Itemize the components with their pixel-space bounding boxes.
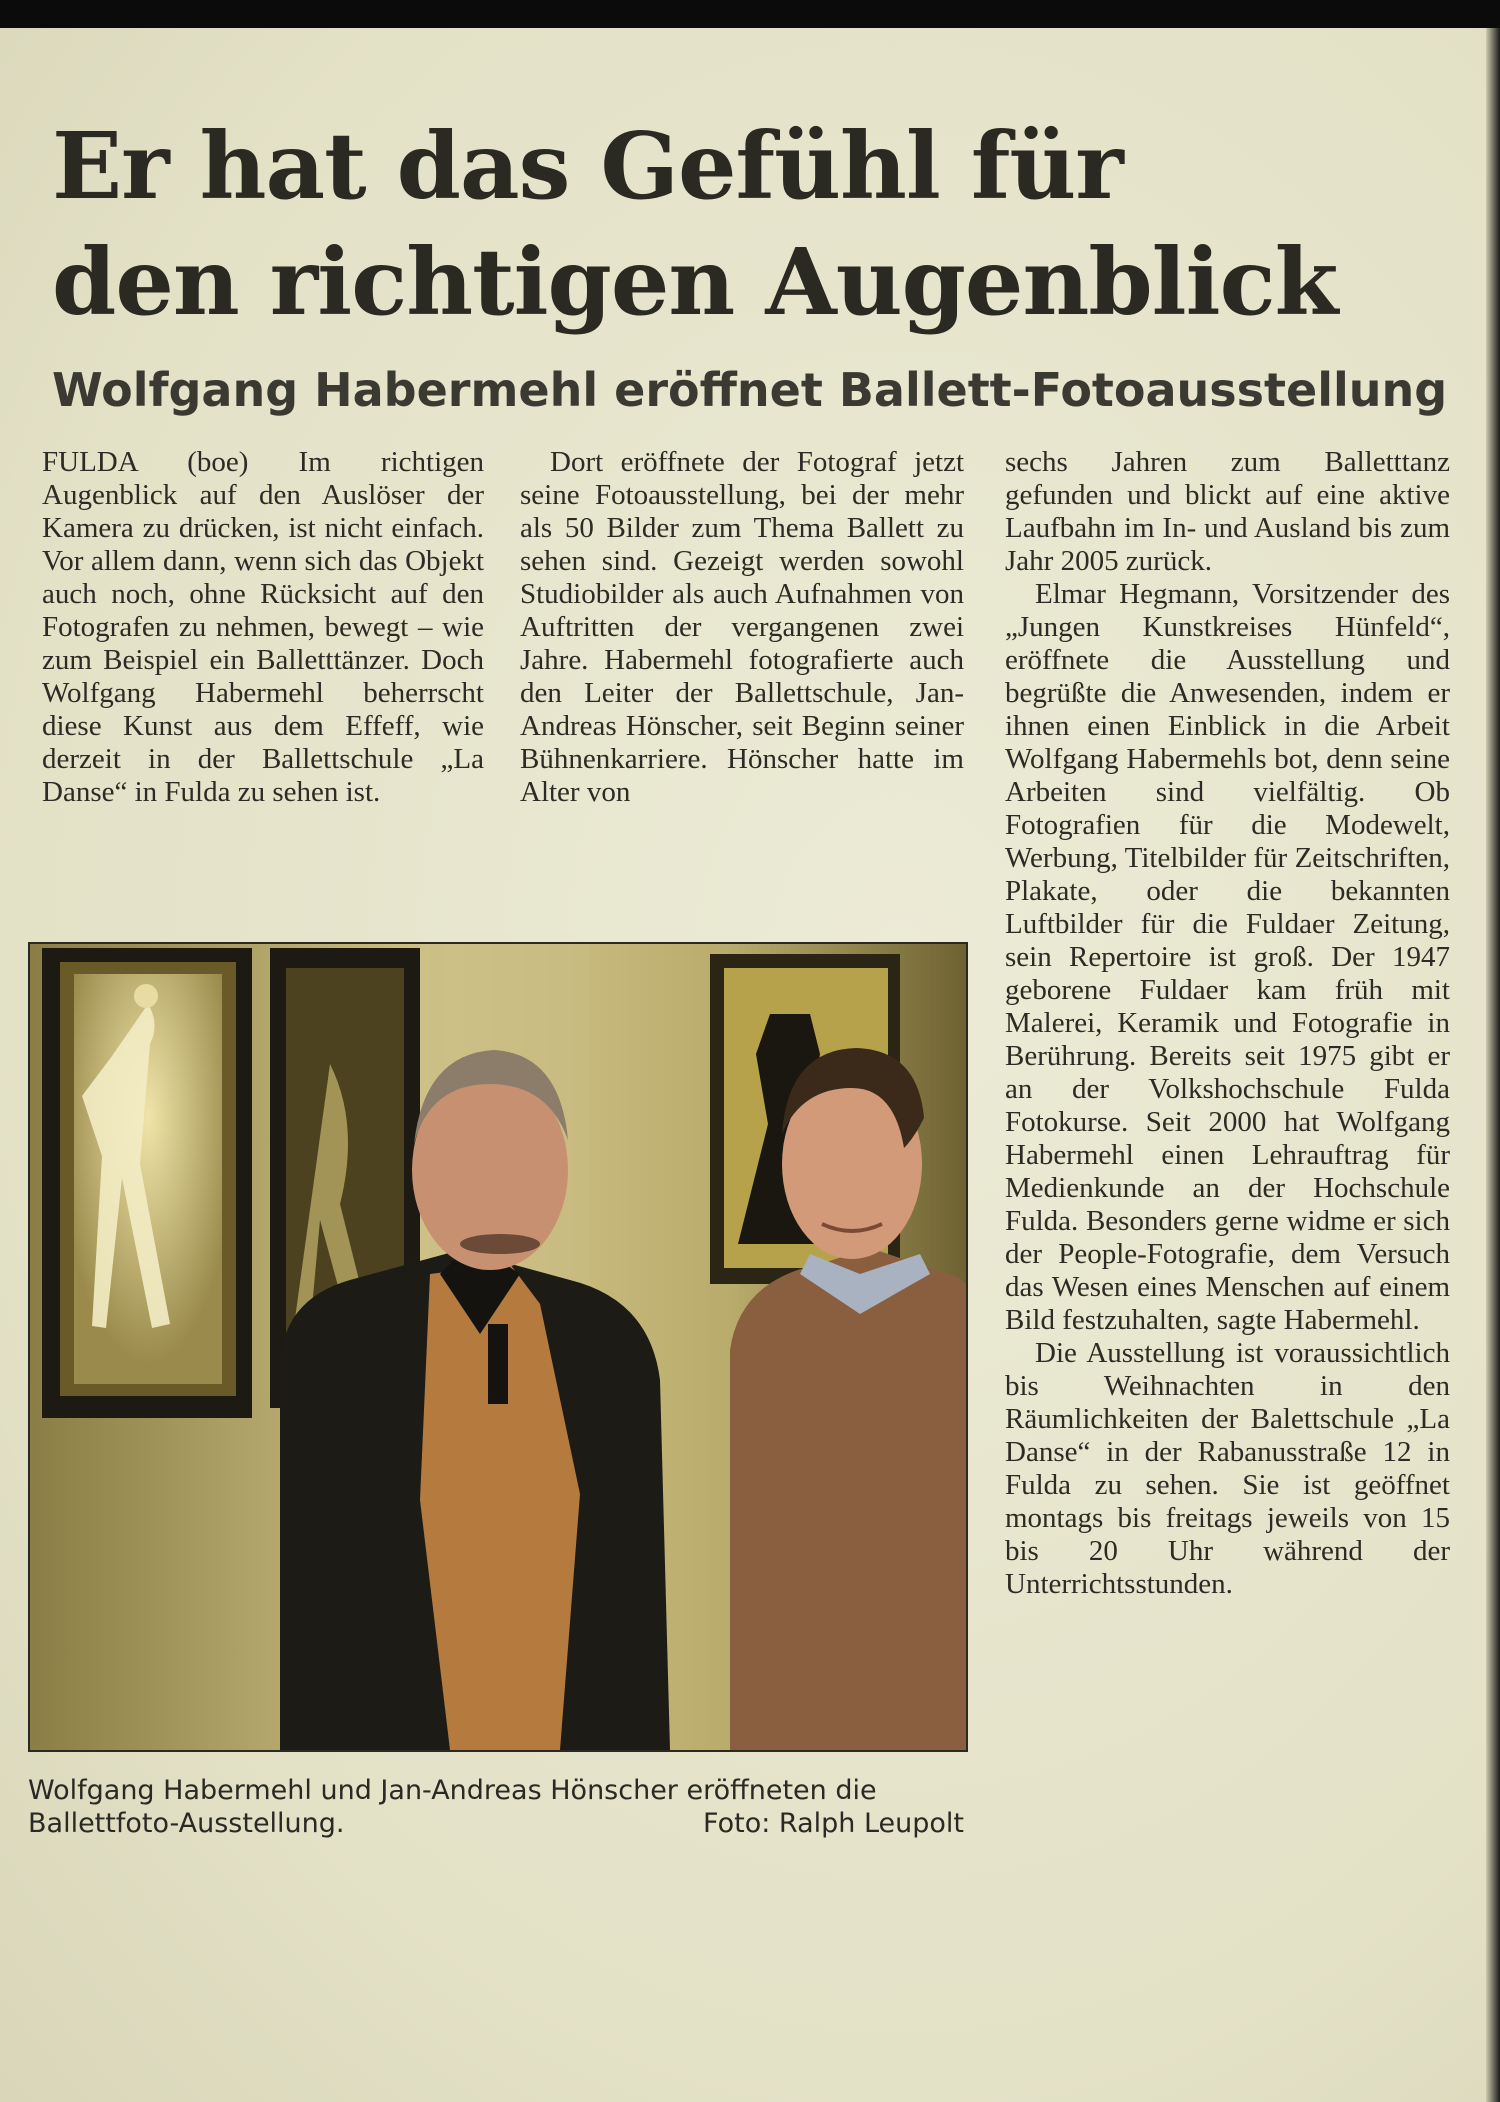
headline-line-2: den richtigen Augenblick (52, 228, 1338, 336)
subheadline: Wolfgang Habermehl eröffnet Ballett-Fotoausstellung (52, 363, 1448, 417)
headline-line-1: Er hat das Gefühl für (52, 112, 1123, 220)
article-paragraph-hegmann: Elmar Hegmann, Vorsitzender des „Jungen Kunstkreises Hünfeld“, eröffnete die Ausstellung und begrüßte die Anwesenden, indem er ihnen einen Einblick in die Arbeit Wolfgang Habermehls bot, denn seine Arbeiten sind vielfältig. Ob Fotografien für die Modewelt, Werbung, Titelbilder für Zeitschriften, Plakate, oder die bekannten Luftbilder für die Fuldaer Zeitung, sein Repertoire ist groß. Der 1947 geborene Fuldaer kam früh mit Malerei, Keramik und Fotografie in Berührung. Bereits seit 1975 gibt er an der Volkshochschule Fulda Fotokurse. Seit 2000 hat Wolfgang Habermehl einen Lehrauftrag für Medienkunde an der Hochschule Fulda. Besonders gerne widme er sich der People-Fotografie, dem Versuch das Wesen eines Menschen auf einem Bild festzuhalten, sagte Habermehl. (1005, 578, 1450, 1336)
article-column-3 (1005, 446, 1450, 1601)
photo-caption: Wolfgang Habermehl und Jan-Andreas Hönscher eröffneten die Ballettfoto-Ausstellung. (28, 1775, 877, 1839)
article-column-1: FULDA (boe) Im richtigen Augenblick auf den Auslöser der Kamera zu drücken, ist nicht einfach. Vor allem dann, wenn sich das Objekt auch noch, ohne Rücksicht auf den Fotografen zu nehmen, bewegt – wie zum Beispiel ein Balletttänzer. Doch Wolfgang Habermehl beherrscht diese Kunst aus dem Effeff, wie derzeit in der Ballettschule „La Danse“ in Fulda zu sehen ist. (42, 446, 484, 808)
article-paragraph-exhibition: Die Ausstellung ist voraussichtlich bis Weihnachten in den Räumlichkeiten der Balettschule „La Danse“ in der Rabanusstraße 12 in Fulda zu sehen. Sie ist geöffnet montags bis freitags jeweils von 15 bis 20 Uhr während der Unterrichtsstunden. (1005, 1337, 1450, 1600)
article-column-2: Dort eröffnete der Fotograf jetzt seine Fotoausstellung, bei der mehr als 50 Bilder zum Thema Ballett zu sehen sind. Gezeigt werden sowohl Studiobilder als auch Aufnahmen von Auftritten der vergangenen zwei Jahre. Habermehl fotografierte auch den Leiter der Ballettschule, Jan-Andreas Hönscher, seit Beginn seiner Bühnenkarriere. Hönscher hatte im Alter von (520, 446, 964, 808)
photo-illustration (30, 944, 966, 1750)
framed-ballet-photo-left (42, 948, 252, 1418)
article-photo (28, 942, 968, 1752)
clipping-edge-shadow (1486, 28, 1500, 2102)
headline (52, 108, 1452, 340)
article-paragraph-continued: sechs Jahren zum Balletttanz gefunden und blickt auf eine aktive Laufbahn im In- und Ausland bis zum Jahr 2005 zurück. (1005, 446, 1450, 577)
photo-credit: Foto: Ralph Leupolt (703, 1808, 964, 1839)
